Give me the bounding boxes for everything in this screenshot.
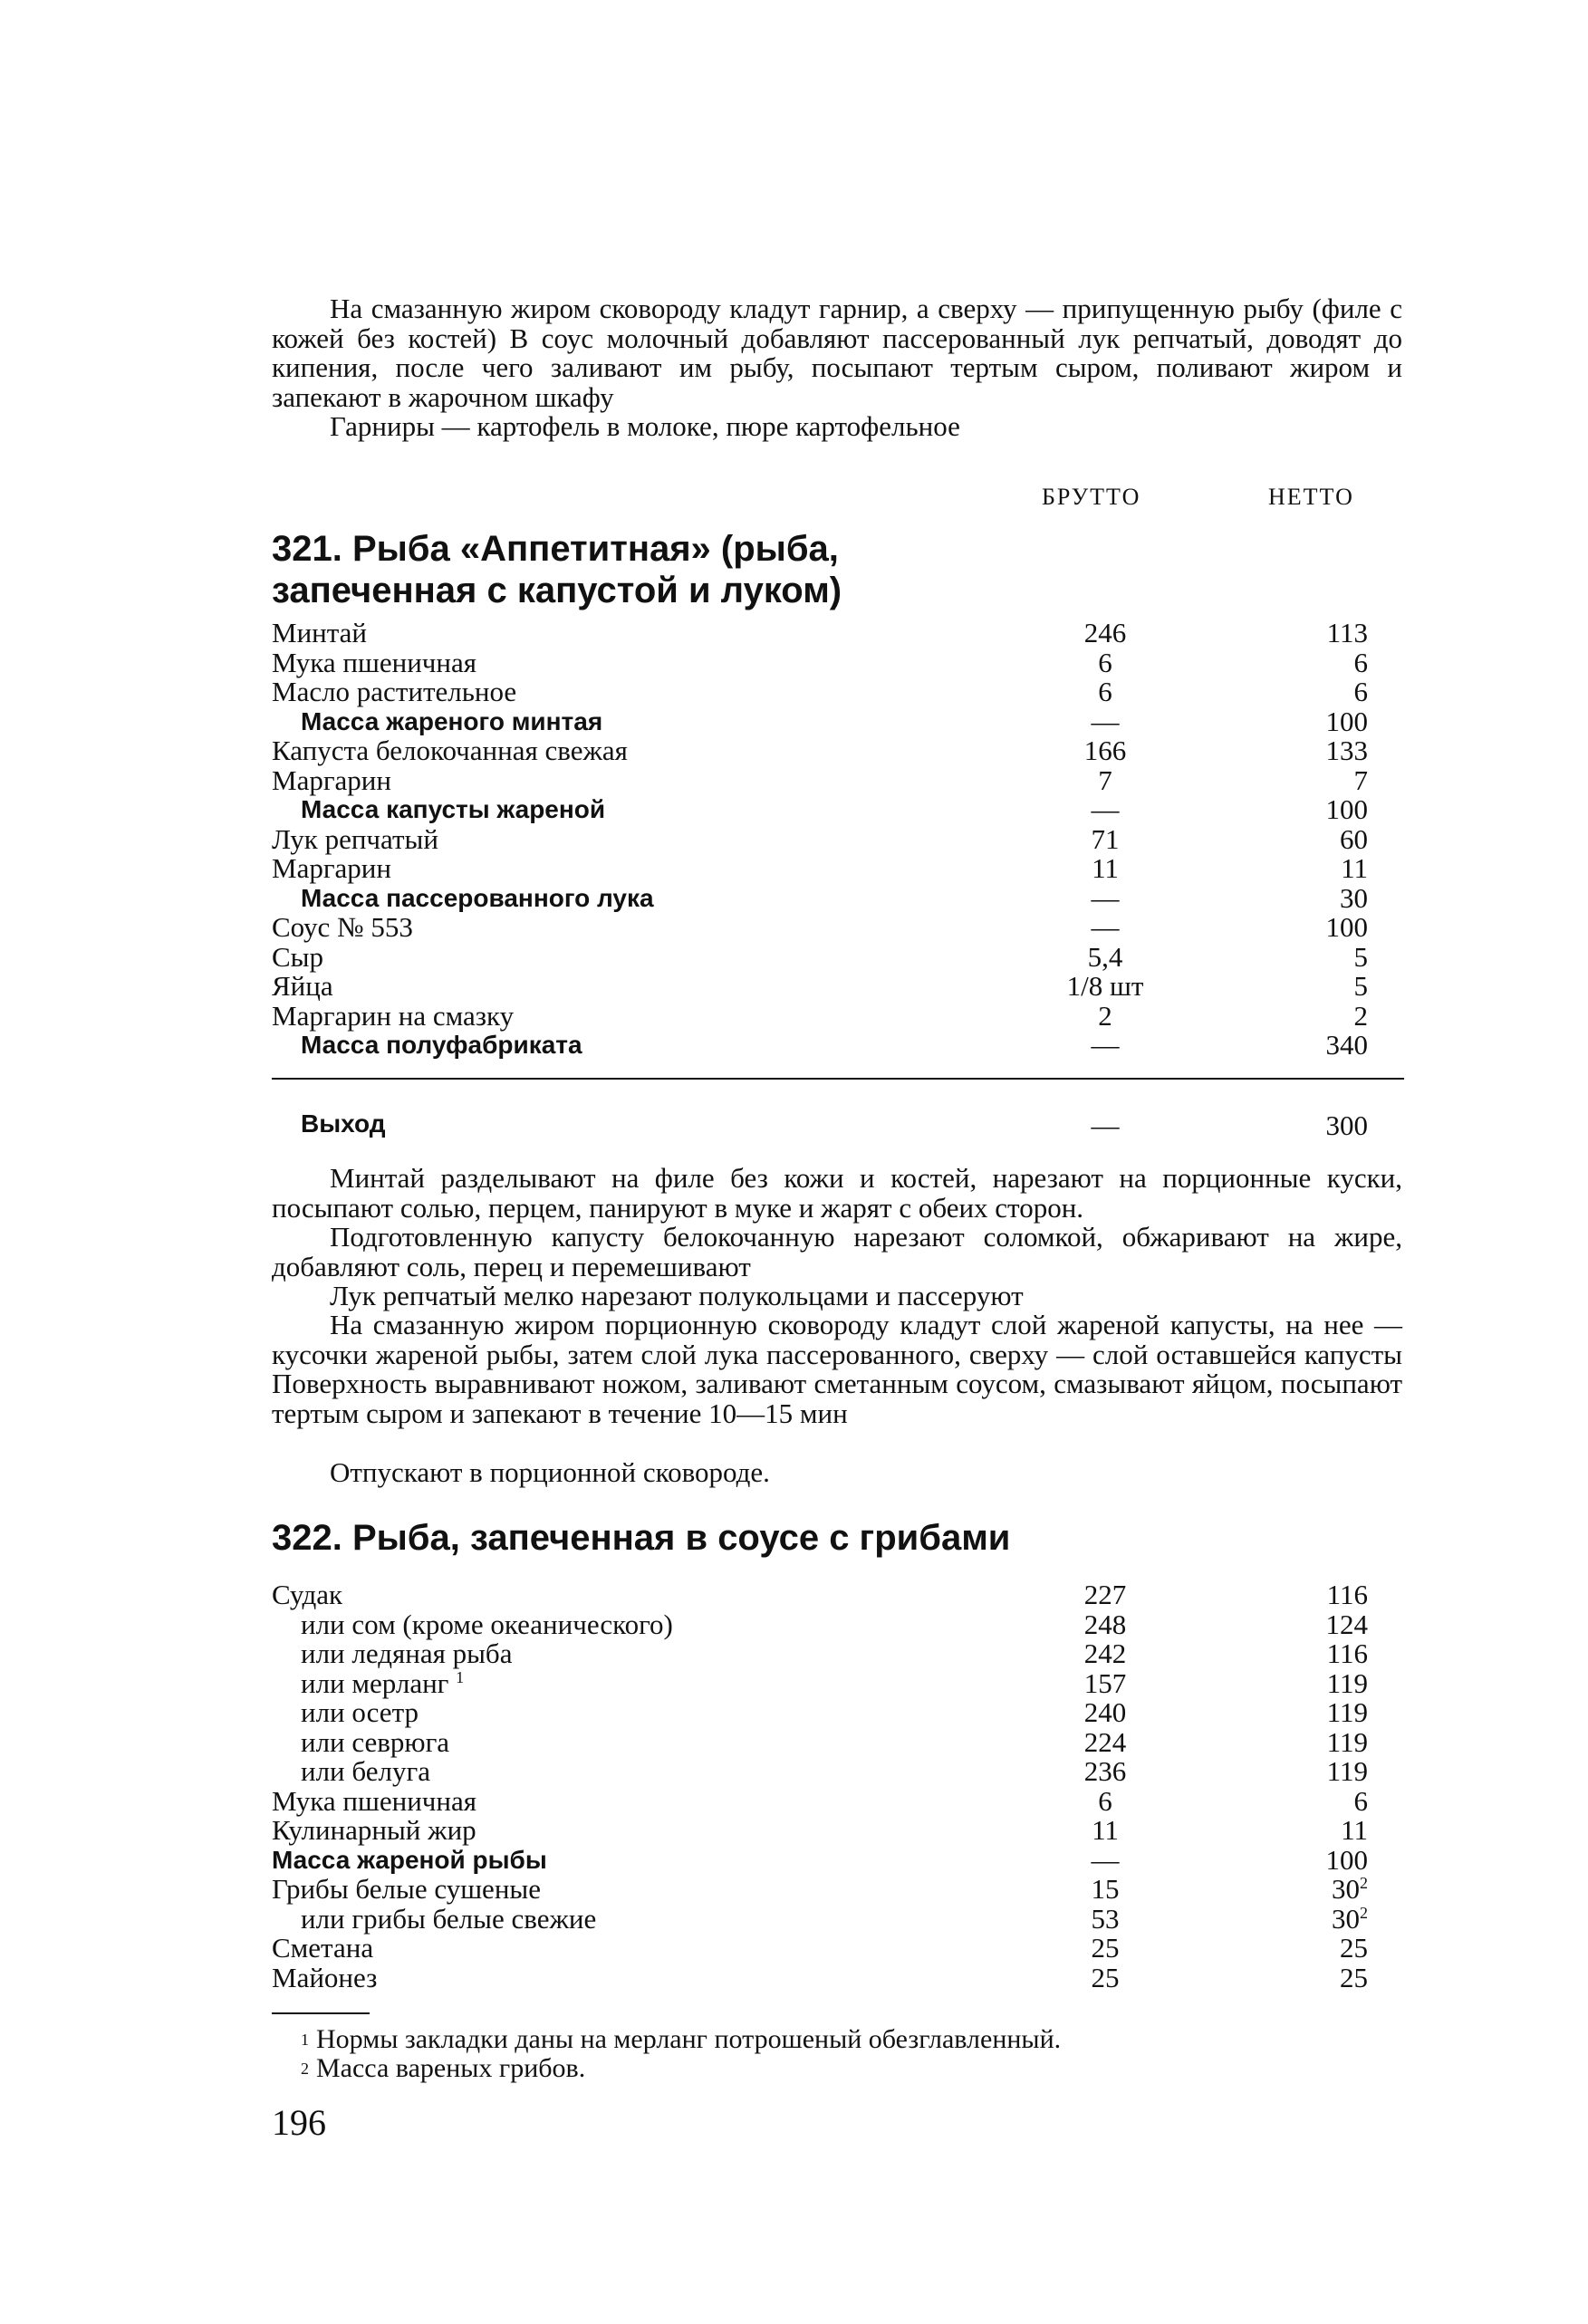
ingredient-name: Маргарин (272, 852, 391, 884)
netto-value: 340 (1325, 1029, 1368, 1061)
ingredient-name: Судак (272, 1579, 343, 1610)
netto-value: 6 (1353, 646, 1368, 678)
netto-value: 25 (1340, 1932, 1368, 1964)
column-header-netto: НЕТТО (1268, 484, 1354, 510)
netto-value: 25 (1340, 1961, 1368, 1993)
ingredient-name-with-note (301, 1666, 465, 1699)
recipe-322-title: 322. Рыба, запеченная в соусе с грибами (272, 1518, 1011, 1558)
brutto-value: 6 (1098, 1784, 1112, 1817)
footnote-text: Масса вареных грибов. (316, 2053, 586, 2083)
netto-value: 124 (1325, 1608, 1368, 1640)
table-row (272, 1610, 1404, 1640)
ingredient-name: Мука пшеничная (272, 1784, 476, 1817)
table-row (272, 763, 1404, 796)
netto-value: 60 (1340, 822, 1368, 855)
ingredient-name: Соус № 553 (272, 911, 413, 943)
brutto-value: 240 (1083, 1696, 1127, 1728)
table-row (272, 881, 1404, 914)
table-row (272, 972, 1404, 1002)
brutto-value: 15 (1091, 1873, 1120, 1905)
ingredient-name: Кулинарный жир (272, 1814, 476, 1846)
netto-value: 113 (1326, 617, 1368, 648)
table-row (272, 1639, 1404, 1669)
ingredient-name: или севрюга (301, 1725, 450, 1758)
table-row (272, 1784, 1404, 1817)
netto-value: 2 (1353, 999, 1368, 1032)
netto-value: 100 (1325, 911, 1368, 943)
netto-value: 119 (1326, 1725, 1368, 1758)
netto-value: 100 (1325, 1843, 1368, 1876)
ingredient-name: Сметана (272, 1932, 374, 1964)
yield-netto: 300 (1325, 1109, 1368, 1141)
netto-value: 116 (1326, 1579, 1368, 1610)
netto-value: 119 (1326, 1696, 1368, 1728)
netto-value-with-note (1268, 1875, 1368, 1905)
table-divider (272, 1078, 1404, 1080)
table-row (272, 1757, 1404, 1787)
ingredient-name: Маргарин (272, 763, 391, 796)
yield-row (272, 1109, 1404, 1142)
method-paragraph: Лук репчатый мелко нарезают полукольцами и пассеруют (330, 1280, 1024, 1311)
netto-value: 100 (1325, 705, 1368, 737)
ingredient-name: Лук репчатый (272, 822, 438, 855)
table-row (272, 619, 1404, 648)
brutto-value: 71 (1091, 822, 1120, 855)
table-row (272, 822, 1404, 855)
ingredient-name: или осетр (301, 1696, 419, 1728)
brutto-value: — (1091, 911, 1120, 943)
brutto-value: 227 (1083, 1579, 1127, 1610)
brutto-value: 166 (1083, 735, 1127, 766)
brutto-value: — (1091, 705, 1120, 737)
brutto-value: 11 (1092, 1814, 1119, 1846)
netto-value: 7 (1353, 763, 1368, 796)
ingredient-name: Капуста белокочанная свежая (272, 735, 628, 766)
netto-value: 11 (1341, 1814, 1368, 1846)
brutto-value: — (1091, 1029, 1120, 1061)
brutto-value: 25 (1091, 1932, 1120, 1964)
table-row (272, 1580, 1404, 1610)
ingredient-name: Масло растительное (272, 676, 517, 707)
recipe-322-table (272, 1580, 1404, 1993)
netto-value: 11 (1341, 852, 1368, 884)
netto-value: 133 (1325, 735, 1368, 766)
footnote-mark: 2 (301, 2060, 309, 2078)
table-row (272, 854, 1404, 884)
brutto-value: 7 (1098, 763, 1112, 796)
ingredient-name: Грибы белые сушеные (272, 1873, 541, 1905)
footnote-text: Нормы закладки даны на мерланг потрошеный обезглавленный. (316, 2024, 1062, 2054)
brutto-value: — (1091, 1843, 1120, 1876)
brutto-value: 242 (1083, 1637, 1127, 1669)
brutto-value: 53 (1091, 1902, 1120, 1935)
netto-value: 100 (1325, 793, 1368, 825)
table-row (272, 1875, 1404, 1905)
netto-value: 5 (1353, 970, 1368, 1002)
netto-value: 119 (1326, 1755, 1368, 1787)
table-row (272, 1934, 1404, 1964)
ingredient-name: или мерланг (301, 1666, 449, 1699)
ingredient-name: Масса пассерованного лука (301, 883, 654, 912)
ingredient-name: Масса жареной рыбы (272, 1845, 547, 1874)
brutto-value: 6 (1098, 676, 1112, 707)
table-row (272, 677, 1404, 707)
method-paragraph: Минтай разделывают на филе без кожи и костей, нарезают на порционные куски, посыпают солью, перцем, панируют в муке и жарят с обеих сторон. (272, 1162, 1402, 1224)
brutto-value: 11 (1092, 852, 1119, 884)
netto-value: 30 (1340, 881, 1368, 914)
method-paragraph: На смазанную жиром порционную сковороду кладут слой жареной капусты, на нее — кусочки жареной рыбы, затем слой лука пассерованного, сверху — слой оставшейся капусты Поверхность выравнивают ножом, заливают сметанным соусом, смазывают яйцом, посыпают тертым сыром и запекают в течение 10—15 мин (272, 1309, 1402, 1429)
brutto-value: — (1091, 793, 1120, 825)
netto-value: 116 (1326, 1637, 1368, 1669)
recipe-321-table (272, 619, 1404, 1061)
footnote-ref: 1 (456, 1667, 465, 1686)
netto-value: 6 (1353, 676, 1368, 707)
footnote-ref: 2 (1360, 1903, 1368, 1922)
column-header-brutto: БРУТТО (1042, 484, 1141, 510)
brutto-value: 224 (1083, 1725, 1127, 1758)
ingredient-name: Сыр (272, 940, 324, 973)
brutto-value: 25 (1091, 1961, 1120, 1993)
footnote (272, 2054, 585, 2083)
brutto-value: 1/8 шт (1066, 970, 1144, 1002)
ingredient-name: Масса полуфабриката (301, 1031, 582, 1059)
netto-value: 119 (1326, 1666, 1368, 1699)
ingredient-name: или сом (кроме океанического) (301, 1608, 673, 1640)
table-row (272, 940, 1404, 973)
table-row (272, 1902, 1404, 1935)
table-row (272, 1961, 1404, 1993)
ingredient-name: Масса капусты жареной (301, 795, 606, 823)
table-row (272, 999, 1404, 1032)
table-row (272, 1698, 1404, 1728)
table-row (272, 1666, 1404, 1699)
footnote-ref: 2 (1360, 1874, 1368, 1892)
netto-value: 6 (1353, 1784, 1368, 1817)
ingredient-name: или ледяная рыба (301, 1637, 513, 1669)
footnote (272, 2025, 1061, 2054)
netto-value-with-note (1268, 1902, 1368, 1935)
netto-value: 30 (1332, 1873, 1360, 1905)
netto-value: 30 (1332, 1902, 1360, 1935)
table-row (272, 1816, 1404, 1846)
ingredient-name: Яйца (272, 970, 333, 1002)
brutto-value: — (1091, 881, 1120, 914)
ingredient-name: Маргарин на смазку (272, 999, 515, 1032)
intro-paragraph: На смазанную жиром сковороду кладут гарнир, а сверху — припущенную рыбу (филе с кожей без костей) В соус молочный добавляют пассерованный лук репчатый, доводят до кипения, после чего заливают им рыбу, посыпают тертым сыром, поливают жиром и запекают в жарочном шкафу (272, 293, 1402, 413)
ingredient-name: или белуга (301, 1755, 430, 1787)
brutto-value: 246 (1083, 617, 1127, 648)
table-row (272, 736, 1404, 766)
table-row (272, 795, 1404, 825)
brutto-value: 157 (1083, 1666, 1127, 1699)
table-row (272, 1843, 1404, 1876)
footnote-mark: 1 (301, 2031, 309, 2049)
brutto-value: 248 (1083, 1608, 1127, 1640)
netto-value: 5 (1353, 940, 1368, 973)
garnish-paragraph: Гарниры — картофель в молоке, пюре картофельное (330, 410, 960, 442)
method-paragraph: Подготовленную капусту белокочанную нарезают соломкой, обжаривают на жире, добавляют соль, перец и перемешивают (272, 1221, 1402, 1282)
ingredient-name: Майонез (272, 1961, 378, 1993)
method-paragraph: Отпускают в порционной сковороде. (330, 1456, 770, 1488)
table-row (272, 1031, 1404, 1061)
brutto-value: 236 (1083, 1755, 1127, 1787)
table-row (272, 913, 1404, 943)
table-row (272, 1725, 1404, 1758)
ingredient-name: или грибы белые свежие (301, 1902, 597, 1935)
page-number: 196 (272, 2102, 326, 2143)
table-row (272, 707, 1404, 737)
ingredient-name: Мука пшеничная (272, 646, 476, 678)
footnote-divider (272, 2012, 370, 2014)
brutto-value: 6 (1098, 646, 1112, 678)
yield-brutto: — (1091, 1109, 1120, 1141)
brutto-value: 5,4 (1087, 940, 1123, 973)
ingredient-name: Масса жареного минтая (301, 706, 603, 735)
brutto-value: 2 (1098, 999, 1112, 1032)
ingredient-name: Минтай (272, 617, 368, 648)
table-row (272, 648, 1404, 678)
yield-label: Выход (301, 1109, 386, 1138)
recipe-321-title: 321. Рыба «Аппетитная» (рыба, запеченная с капустой и луком) (272, 529, 842, 610)
